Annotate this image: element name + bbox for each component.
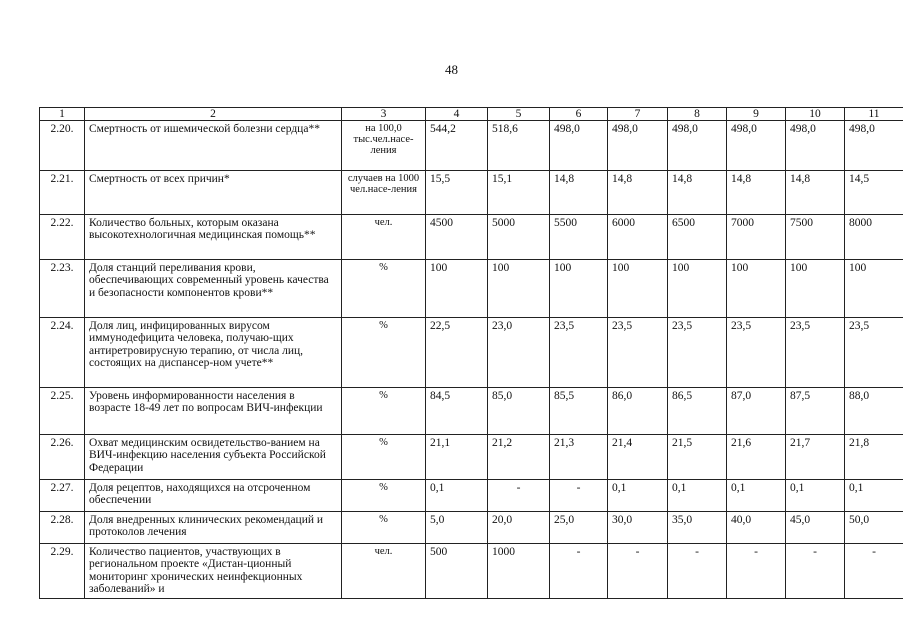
- value-cell: 87,5: [786, 388, 845, 435]
- value-cell: 45,0: [786, 512, 845, 544]
- value-cell: 23,5: [727, 318, 786, 388]
- value-cell: 5000: [488, 215, 550, 260]
- table-row: [40, 480, 903, 512]
- value-cell: 7000: [727, 215, 786, 260]
- row-number: 2.29.: [40, 544, 85, 599]
- indicator-name: Количество больных, которым оказана высокотехнологичная медицинская помощь**: [85, 215, 342, 260]
- value-cell: 5,0: [426, 512, 488, 544]
- row-number: 2.22.: [40, 215, 85, 260]
- value-cell: 498,0: [668, 121, 727, 171]
- value-cell: -: [488, 480, 550, 512]
- header-cell: 8: [668, 108, 727, 121]
- value-cell: 14,8: [786, 171, 845, 215]
- value-cell: -: [608, 544, 668, 599]
- value-cell: 100: [845, 260, 903, 318]
- value-cell: 498,0: [727, 121, 786, 171]
- value-cell: 84,5: [426, 388, 488, 435]
- value-cell: 21,8: [845, 435, 903, 480]
- indicator-name: Уровень информированности населения в возрасте 18-49 лет по вопросам ВИЧ-инфекции: [85, 388, 342, 435]
- row-number: 2.24.: [40, 318, 85, 388]
- value-cell: -: [845, 544, 903, 599]
- value-cell: 100: [668, 260, 727, 318]
- indicators-table: [39, 107, 903, 599]
- indicator-name: Доля внедренных клинических рекомендаций и протоколов лечения: [85, 512, 342, 544]
- value-cell: 21,5: [668, 435, 727, 480]
- indicator-name: Смертность от всех причин*: [85, 171, 342, 215]
- value-cell: 6000: [608, 215, 668, 260]
- table-row: [40, 318, 903, 388]
- value-cell: 4500: [426, 215, 488, 260]
- unit-of-measure: чел.: [342, 215, 426, 260]
- value-cell: 100: [727, 260, 786, 318]
- value-cell: 23,5: [550, 318, 608, 388]
- value-cell: 50,0: [845, 512, 903, 544]
- value-cell: 0,1: [845, 480, 903, 512]
- table-row: [40, 388, 903, 435]
- table-row: [40, 215, 903, 260]
- value-cell: 23,5: [668, 318, 727, 388]
- value-cell: 6500: [668, 215, 727, 260]
- value-cell: 14,8: [608, 171, 668, 215]
- header-cell: 7: [608, 108, 668, 121]
- header-cell: 3: [342, 108, 426, 121]
- indicator-name: Доля лиц, инфицированных вирусом иммунодефицита человека, получаю-щих антиретровирусную терапию, от числа лиц, состоящих на диспансер-ном учете**: [85, 318, 342, 388]
- value-cell: 86,0: [608, 388, 668, 435]
- unit-of-measure: %: [342, 480, 426, 512]
- value-cell: 100: [426, 260, 488, 318]
- value-cell: 0,1: [668, 480, 727, 512]
- value-cell: 498,0: [608, 121, 668, 171]
- value-cell: -: [786, 544, 845, 599]
- value-cell: 5500: [550, 215, 608, 260]
- value-cell: -: [550, 480, 608, 512]
- value-cell: 1000: [488, 544, 550, 599]
- value-cell: 21,4: [608, 435, 668, 480]
- unit-of-measure: %: [342, 388, 426, 435]
- value-cell: 20,0: [488, 512, 550, 544]
- value-cell: 15,1: [488, 171, 550, 215]
- value-cell: 14,8: [550, 171, 608, 215]
- row-number: 2.28.: [40, 512, 85, 544]
- value-cell: 85,5: [550, 388, 608, 435]
- page-number: 48: [445, 62, 458, 77]
- value-cell: 0,1: [608, 480, 668, 512]
- value-cell: 8000: [845, 215, 903, 260]
- value-cell: 100: [608, 260, 668, 318]
- value-cell: 21,2: [488, 435, 550, 480]
- row-number: 2.26.: [40, 435, 85, 480]
- value-cell: 15,5: [426, 171, 488, 215]
- row-number: 2.25.: [40, 388, 85, 435]
- row-number: 2.21.: [40, 171, 85, 215]
- value-cell: 25,0: [550, 512, 608, 544]
- header-cell: 5: [488, 108, 550, 121]
- header-cell: 10: [786, 108, 845, 121]
- table-row: [40, 544, 903, 599]
- value-cell: 23,5: [608, 318, 668, 388]
- value-cell: -: [550, 544, 608, 599]
- value-cell: 498,0: [786, 121, 845, 171]
- header-cell: 11: [845, 108, 903, 121]
- value-cell: 21,7: [786, 435, 845, 480]
- unit-of-measure: чел.: [342, 544, 426, 599]
- value-cell: 498,0: [845, 121, 903, 171]
- header-cell: 2: [85, 108, 342, 121]
- indicator-name: Доля станций переливания крови, обеспечивающих современный уровень качества и безопасности компонентов крови**: [85, 260, 342, 318]
- value-cell: 23,5: [845, 318, 903, 388]
- value-cell: 14,8: [727, 171, 786, 215]
- value-cell: 23,0: [488, 318, 550, 388]
- unit-of-measure: %: [342, 512, 426, 544]
- value-cell: 88,0: [845, 388, 903, 435]
- value-cell: 7500: [786, 215, 845, 260]
- value-cell: 40,0: [727, 512, 786, 544]
- value-cell: 30,0: [608, 512, 668, 544]
- value-cell: 100: [550, 260, 608, 318]
- value-cell: 14,8: [668, 171, 727, 215]
- value-cell: 0,1: [727, 480, 786, 512]
- value-cell: 85,0: [488, 388, 550, 435]
- value-cell: 100: [488, 260, 550, 318]
- indicator-name: Доля рецептов, находящихся на отсроченном обеспечении: [85, 480, 342, 512]
- value-cell: 498,0: [550, 121, 608, 171]
- value-cell: 100: [786, 260, 845, 318]
- indicator-name: Смертность от ишемической болезни сердца**: [85, 121, 342, 171]
- unit-of-measure: %: [342, 260, 426, 318]
- unit-of-measure: на 100,0 тыс.чел.насе-ления: [342, 121, 426, 171]
- value-cell: 21,1: [426, 435, 488, 480]
- value-cell: 21,6: [727, 435, 786, 480]
- header-cell: 4: [426, 108, 488, 121]
- unit-of-measure: %: [342, 318, 426, 388]
- value-cell: 35,0: [668, 512, 727, 544]
- indicator-name: Охват медицинским освидетельство-ванием на ВИЧ-инфекцию населения субъекта Российской Федерации: [85, 435, 342, 480]
- table-row: [40, 121, 903, 171]
- table-row: [40, 171, 903, 215]
- table-row: [40, 260, 903, 318]
- value-cell: 500: [426, 544, 488, 599]
- indicator-name: Количество пациентов, участвующих в региональном проекте «Дистан-ционный мониторинг хронических неинфекционных заболеваний» и: [85, 544, 342, 599]
- value-cell: 544,2: [426, 121, 488, 171]
- value-cell: 87,0: [727, 388, 786, 435]
- value-cell: 22,5: [426, 318, 488, 388]
- value-cell: 0,1: [786, 480, 845, 512]
- value-cell: -: [668, 544, 727, 599]
- row-number: 2.23.: [40, 260, 85, 318]
- header-row: [40, 108, 903, 121]
- value-cell: 14,5: [845, 171, 903, 215]
- value-cell: 21,3: [550, 435, 608, 480]
- header-cell: 6: [550, 108, 608, 121]
- table-row: [40, 512, 903, 544]
- value-cell: 86,5: [668, 388, 727, 435]
- row-number: 2.27.: [40, 480, 85, 512]
- header-cell: 1: [40, 108, 85, 121]
- unit-of-measure: %: [342, 435, 426, 480]
- value-cell: 0,1: [426, 480, 488, 512]
- unit-of-measure: случаев на 1000 чел.насе-ления: [342, 171, 426, 215]
- value-cell: -: [727, 544, 786, 599]
- value-cell: 518,6: [488, 121, 550, 171]
- value-cell: 23,5: [786, 318, 845, 388]
- table-row: [40, 435, 903, 480]
- row-number: 2.20.: [40, 121, 85, 171]
- header-cell: 9: [727, 108, 786, 121]
